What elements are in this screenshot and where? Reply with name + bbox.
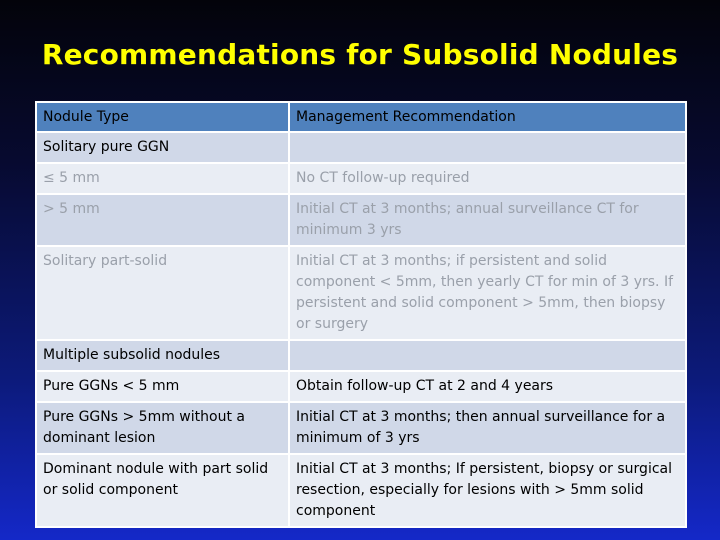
recommendation-cell: Initial CT at 3 months; annual surveillance CT for minimum 3 yrs: [289, 194, 686, 246]
recommendation-cell: Obtain follow-up CT at 2 and 4 years: [289, 371, 686, 402]
table-row: [36, 454, 686, 527]
slide-title: Recommendations for Subsolid Nodules: [41, 38, 679, 71]
table-row: [36, 132, 686, 163]
recommendations-table: [35, 101, 687, 528]
table-row: [36, 402, 686, 454]
header-management-recommendation: Management Recommendation: [289, 102, 686, 132]
nodule-type-cell: > 5 mm: [36, 194, 289, 246]
table-row: [36, 340, 686, 371]
nodule-type-cell: Pure GGNs < 5 mm: [36, 371, 289, 402]
recommendation-cell: No CT follow-up required: [289, 163, 686, 194]
table-row: [36, 371, 686, 402]
nodule-type-cell: Dominant nodule with part solid or solid component: [36, 454, 289, 527]
nodule-type-cell: ≤ 5 mm: [36, 163, 289, 194]
nodule-type-cell: Solitary pure GGN: [36, 132, 289, 163]
recommendation-cell: Initial CT at 3 months; then annual surveillance for a minimum of 3 yrs: [289, 402, 686, 454]
recommendation-cell: Initial CT at 3 months; If persistent, biopsy or surgical resection, especially for lesions with > 5mm solid component: [289, 454, 686, 527]
table-header-row: [36, 102, 686, 132]
table-row: [36, 194, 686, 246]
table-row: [36, 163, 686, 194]
nodule-type-cell: Multiple subsolid nodules: [36, 340, 289, 371]
table-row: [36, 246, 686, 340]
recommendation-cell: [289, 340, 686, 371]
recommendation-cell: Initial CT at 3 months; if persistent and solid component < 5mm, then yearly CT for min of 3 yrs. If persistent and solid component > 5mm, then biopsy or surgery: [289, 246, 686, 340]
header-nodule-type: Nodule Type: [36, 102, 289, 132]
nodule-type-cell: Pure GGNs > 5mm without a dominant lesion: [36, 402, 289, 454]
recommendation-cell: [289, 132, 686, 163]
nodule-type-cell: Solitary part-solid: [36, 246, 289, 340]
